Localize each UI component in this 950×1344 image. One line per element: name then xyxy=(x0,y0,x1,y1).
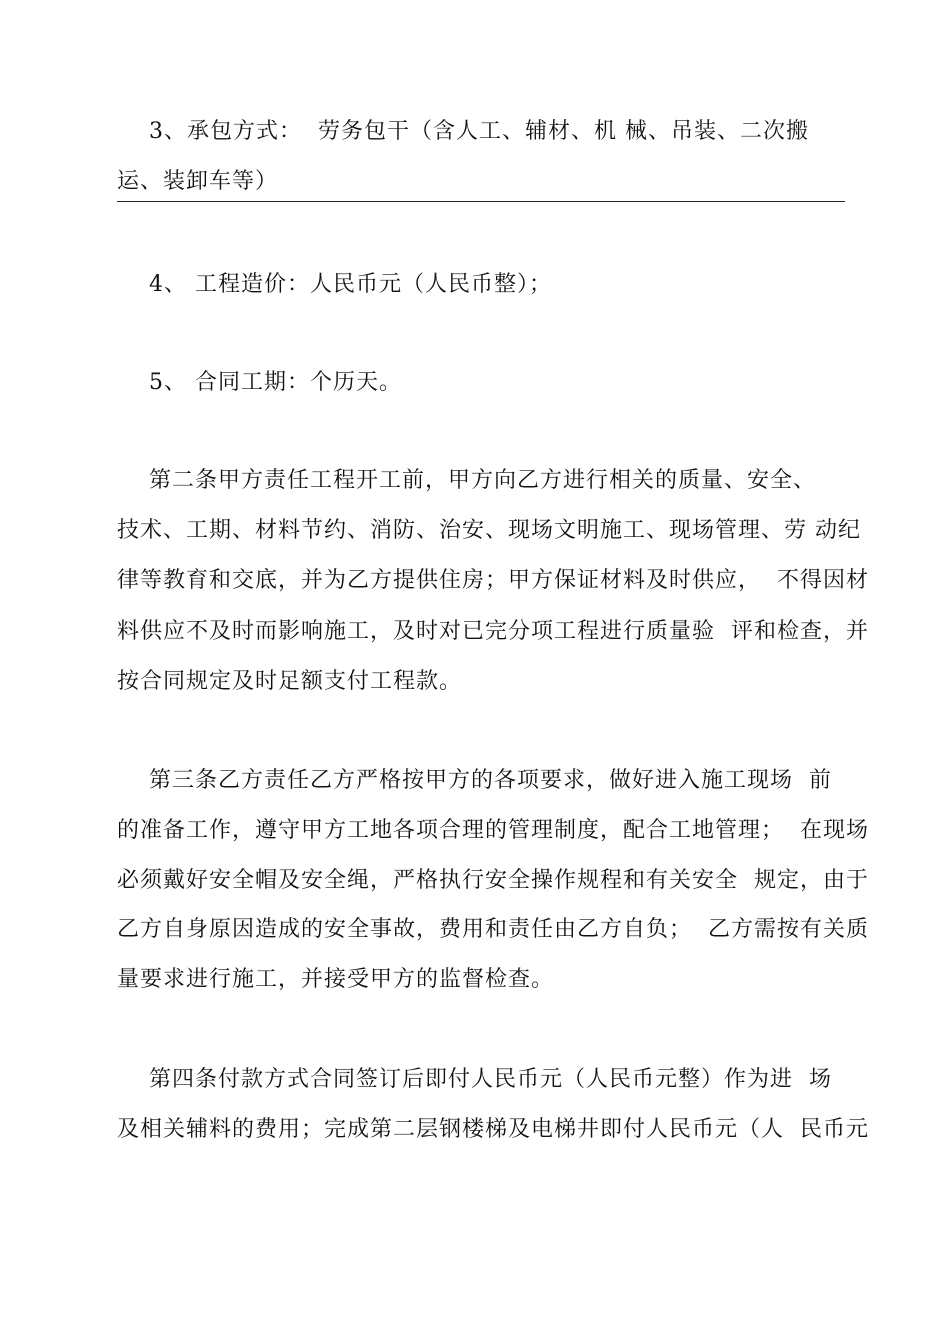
text-line: 律等教育和交底，并为乙方提供住房；甲方保证材料及时供应， 不得因材 xyxy=(117,568,869,593)
text-line: 及相关辅料的费用；完成第二层钢楼梯及电梯井即付人民币元（人 民币元 xyxy=(117,1117,869,1142)
text-line: 5、 合同工期：个历天。 xyxy=(117,370,402,395)
text-line: 运、装卸车等） xyxy=(117,169,279,194)
text-line: 第四条付款方式合同签订后即付人民币元（人民币元整）作为进 场 xyxy=(117,1067,832,1092)
text-line: 量要求进行施工，并接受甲方的监督检查。 xyxy=(117,967,555,992)
text-line: 3、承包方式： 劳务包干（含人工、辅材、机 械、吊装、二次搬 xyxy=(117,119,809,144)
horizontal-rule xyxy=(117,201,845,202)
text-line: 4、 工程造价：人民币元（人民币整）； xyxy=(117,272,552,297)
text-line: 料供应不及时而影响施工，及时对已完分项工程进行质量验 评和检查，并 xyxy=(117,619,869,644)
text-line: 第二条甲方责任工程开工前，甲方向乙方进行相关的质量、安全、 xyxy=(117,468,816,493)
text-line: 第三条乙方责任乙方严格按甲方的各项要求，做好进入施工现场 前 xyxy=(117,768,832,793)
text-line: 技术、工期、材料节约、消防、治安、现场文明施工、现场管理、劳 动纪 xyxy=(117,518,861,543)
text-line: 乙方自身原因造成的安全事故，费用和责任由乙方自负； 乙方需按有关质 xyxy=(117,917,869,942)
text-line: 的准备工作，遵守甲方工地各项合理的管理制度，配合工地管理； 在现场 xyxy=(117,818,869,843)
text-line: 按合同规定及时足额支付工程款。 xyxy=(117,669,463,694)
text-line: 必须戴好安全帽及安全绳，严格执行安全操作规程和有关安全 规定，由于 xyxy=(117,868,869,893)
